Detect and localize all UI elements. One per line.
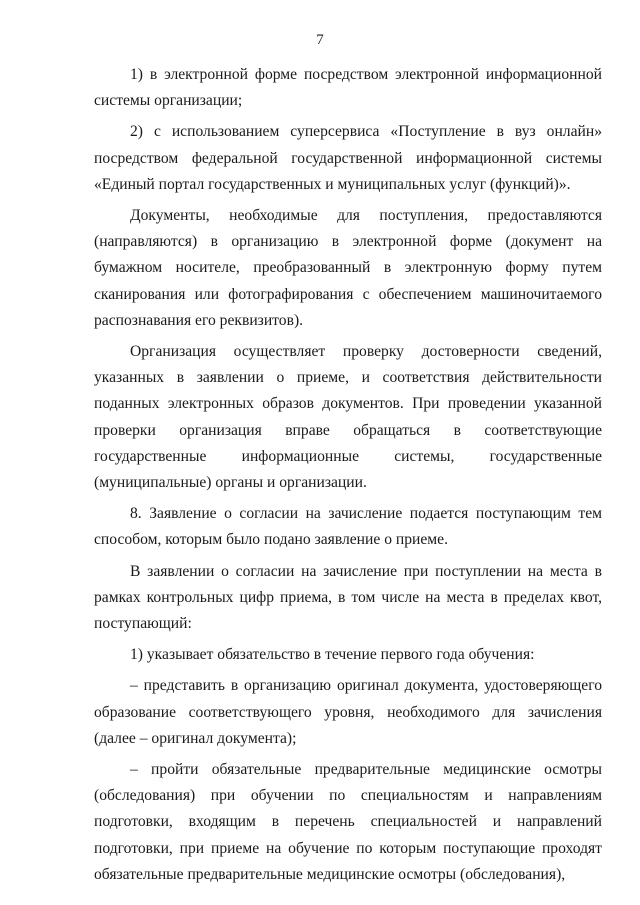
paragraph-clause-8: 8. Заявление о согласии на зачисление подается поступающим тем способом, которым было подано заявление о приеме.	[94, 505, 602, 549]
page-number: 7	[316, 32, 324, 48]
paragraph-verification: Организация осуществляет проверку достоверности сведений, указанных в заявлении о приеме, и соответствия действительности поданных электронных образов документов. При проведении указанной проверки организация вправе обращаться в соответствующие государственные информационные системы, государственные (муниципальные) органы и организации.	[94, 343, 602, 492]
paragraph-obligation: 1) указывает обязательство в течение первого года обучения:	[130, 646, 535, 664]
paragraph-item-1: 1) в электронной форме посредством электронной информационной системы организации;	[94, 66, 602, 110]
paragraph-documents: Документы, необходимые для поступления, предоставляются (направляются) в организацию в электронной форме (документ на бумажном носителе, преобразованный в электронную форму путем сканирования или фотографирования с обеспечением машиночитаемого распознавания его реквизитов).	[94, 207, 602, 329]
paragraph-original-document: – представить в организацию оригинал документа, удостоверяющего образование соответствующего уровня, необходимого для зачисления (далее – оригинал документа);	[94, 677, 602, 747]
paragraph-item-2: 2) с использованием суперсервиса «Поступление в вуз онлайн» посредством федеральной государственной информационной системы «Единый портал государственных и муниципальных услуг (функций)».	[94, 123, 602, 193]
paragraph-medical-exams: – пройти обязательные предварительные медицинские осмотры (обследования) при обучении по специальностям и направлениям подготовки, входящим в перечень специальностей и направлений подготовки, при приеме на обучение по которым поступающие проходят обязательные предварительные медицинские осмотры (обследования),	[94, 761, 602, 883]
paragraph-consent: В заявлении о согласии на зачисление при поступлении на места в рамках контрольных цифр приема, в том числе на места в пределах квот, поступающий:	[94, 562, 602, 633]
document-body	[94, 62, 602, 893]
